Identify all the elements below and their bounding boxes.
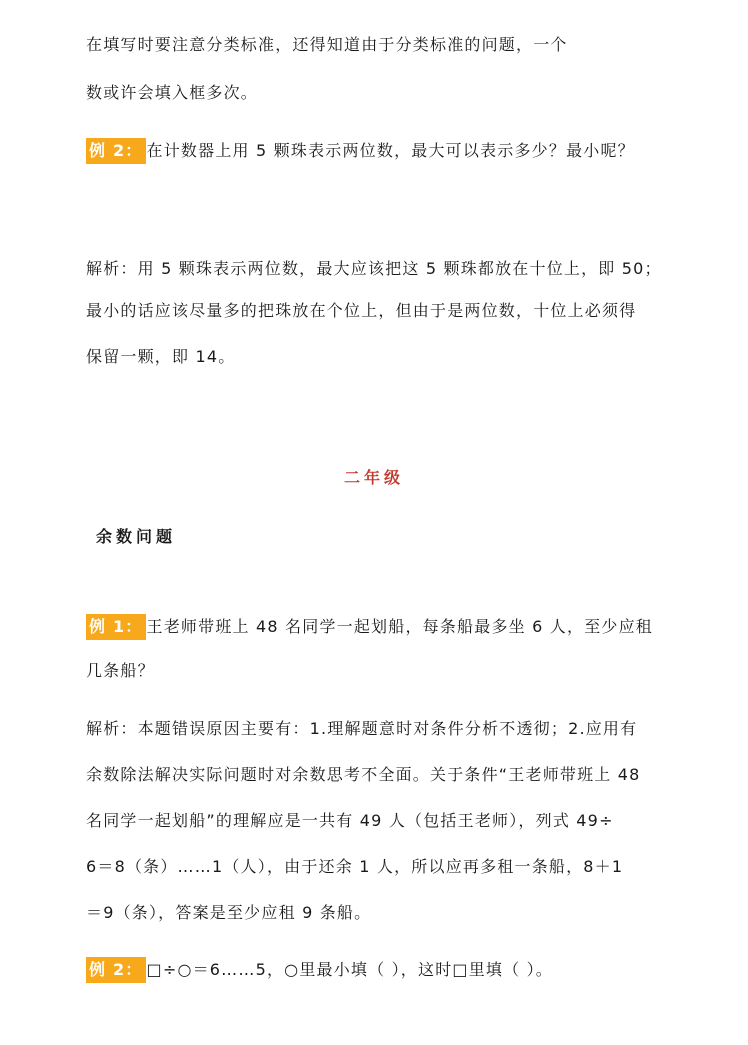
example-1-line-2: 几条船？ [86, 661, 155, 680]
example-1-tag: 例 1： [86, 614, 146, 640]
analysis2-line-3: 名同学一起划船”的理解应是一共有 49 人（包括王老师），列式 49÷ [86, 811, 614, 830]
analysis2-line-2: 余数除法解决实际问题时对余数思考不全面。关于条件“王老师带班上 48 [86, 765, 641, 784]
example-2b-text: □÷○＝6……5，○里最小填（ ），这时□里填（ ）。 [146, 960, 554, 979]
example-2b-tag: 例 2： [86, 957, 146, 983]
analysis2-line-1: 解析：本题错误原因主要有：1.理解题意时对条件分析不透彻；2.应用有 [86, 719, 638, 738]
analysis-line-1: 解析：用 5 颗珠表示两位数，最大应该把这 5 颗珠都放在十位上，即 50； [86, 259, 662, 278]
example-1-question [86, 614, 653, 640]
example-2-tag: 例 2： [86, 138, 146, 164]
intro-line-2: 数或许会填入框多次。 [86, 83, 259, 102]
example-1-text: 王老师带班上 48 名同学一起划船，每条船最多坐 6 人，至少应租 [146, 617, 653, 636]
example-2-text: 在计数器上用 5 颗珠表示两位数，最大可以表示多少？最小呢？ [146, 141, 635, 160]
intro-line-1: 在填写时要注意分类标准，还得知道由于分类标准的问题，一个 [86, 35, 568, 54]
analysis-line-2: 最小的话应该尽量多的把珠放在个位上，但由于是两位数，十位上必须得 [86, 301, 637, 320]
example-2b-question [86, 957, 553, 983]
section-title: 余数问题 [96, 527, 177, 546]
analysis-line-3: 保留一颗，即 14。 [86, 347, 236, 366]
grade-title: 二年级 [343, 468, 404, 487]
example-2-question [86, 138, 635, 164]
analysis2-line-5: ＝9（条），答案是至少应租 9 条船。 [86, 903, 372, 922]
analysis2-line-4: 6＝8（条）……1（人），由于还余 1 人，所以应再多租一条船，8＋1 [86, 857, 624, 876]
